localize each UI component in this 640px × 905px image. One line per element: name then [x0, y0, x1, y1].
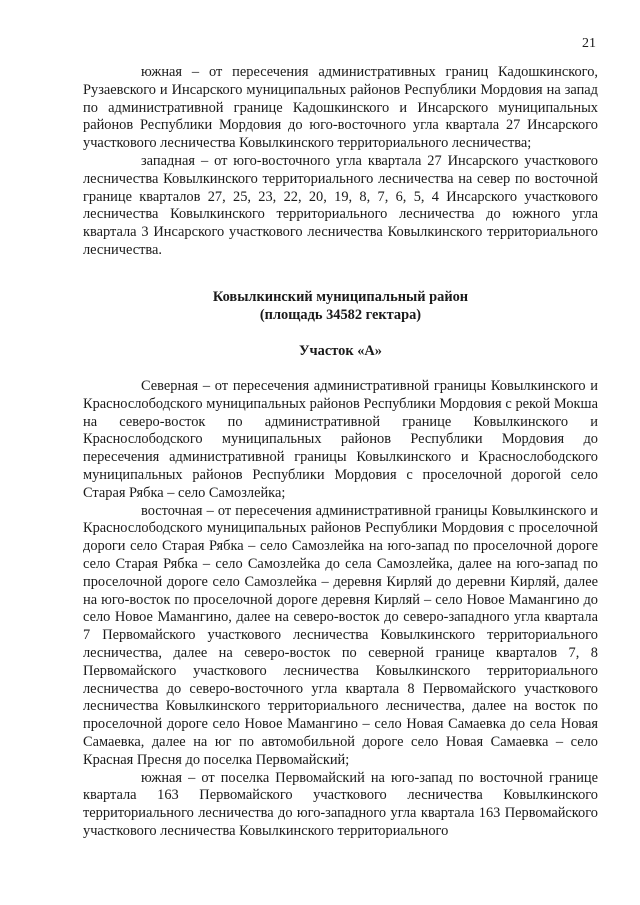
- paragraph-west-boundary: западная – от юго-восточного угла квартала 27 Инсарского участкового лесничества Ковылкинского территориального лесничества на север по восточной границе кварталов 27, 25, 23, 22, 20, 19, 8, 7, 6, 5, 4 Инсарского участкового лесничества Ковылкинского территориального лесничества до южного угла квартала 3 Инсарского участкового лесничества Ковылкинского территориального лесничества.: [83, 152, 598, 258]
- paragraph-south-boundary-2: южная – от поселка Первомайский на юго-запад по восточной границе квартала 163 Первомайского участкового лесничества Ковылкинского территориального лесничества до юго-западного угла квартала 163 Первомайского участкового лесничества Ковылкинского территориального: [83, 769, 598, 839]
- district-heading: [83, 289, 598, 325]
- paragraph-east-boundary: восточная – от пересечения административной границы Ковылкинского и Краснослободского муниципальных районов Республики Мордовия с проселочной дороги село Старая Рябка – село Самозлейка на юго-запад по проселочной дороге село Старая Рябка – село Самозлейка до села Самозлейка, далее на юго-запад по проселочной дороге село Самозлейка – деревня Кирляй до деревни Кирляй, далее на юго-восток по проселочной дороге деревня Кирляй – село Новое Мамангино до село Новое Мамангино, далее на северо-восток до северо-западного угла квартала 7 Первомайского участкового лесничества Ковылкинского территориального лесничества, далее на северо-восток по северной границе кварталов 7, 8 Первомайского участкового лесничества Ковылкинского территориального лесничества до северо-восточного угла квартала 8 Первомайского участкового лесничества Ковылкинского территориального лесничества, далее на восток по проселочной дороге село Новое Мамангино – село Новая Самаевка до села Новая Самаевка, далее на юг по автомобильной дороге село Новая Самаевка – село Красная Пресня до поселка Первомайский;: [83, 502, 598, 768]
- district-heading-area: (площадь 34582 гектара): [259, 306, 422, 323]
- paragraph-south-boundary: южная – от пересечения административных границ Кадошкинского, Рузаевского и Инсарского муниципальных районов Республики Мордовия на запад по административной границе Кадошкинского и Инсарского муниципальных районов Республики Мордовия до юго-восточного угла квартала 27 Инсарского участкового лесничества Ковылкинского территориального лесничества;: [83, 64, 598, 152]
- paragraph-north-boundary: Северная – от пересечения административной границы Ковылкинского и Краснослободского муниципальных районов Республики Мордовия с рекой Мокша на северо-восток по административной границе Ковылкинского и Краснослободского муниципальных районов Республики Мордовия до пересечения административной границы Ковылкинского и Краснослободского муниципальных районов Республики Мордовия с проселочной дорогой село Старая Рябка – село Самозлейка;: [83, 378, 598, 501]
- district-heading-name: Ковылкинский муниципальный район: [212, 289, 469, 305]
- plot-heading: Участок «А»: [298, 343, 382, 359]
- boundary-text-block-2: [83, 378, 598, 841]
- page-number: 21: [582, 36, 596, 51]
- boundary-text-block-1: [83, 64, 598, 260]
